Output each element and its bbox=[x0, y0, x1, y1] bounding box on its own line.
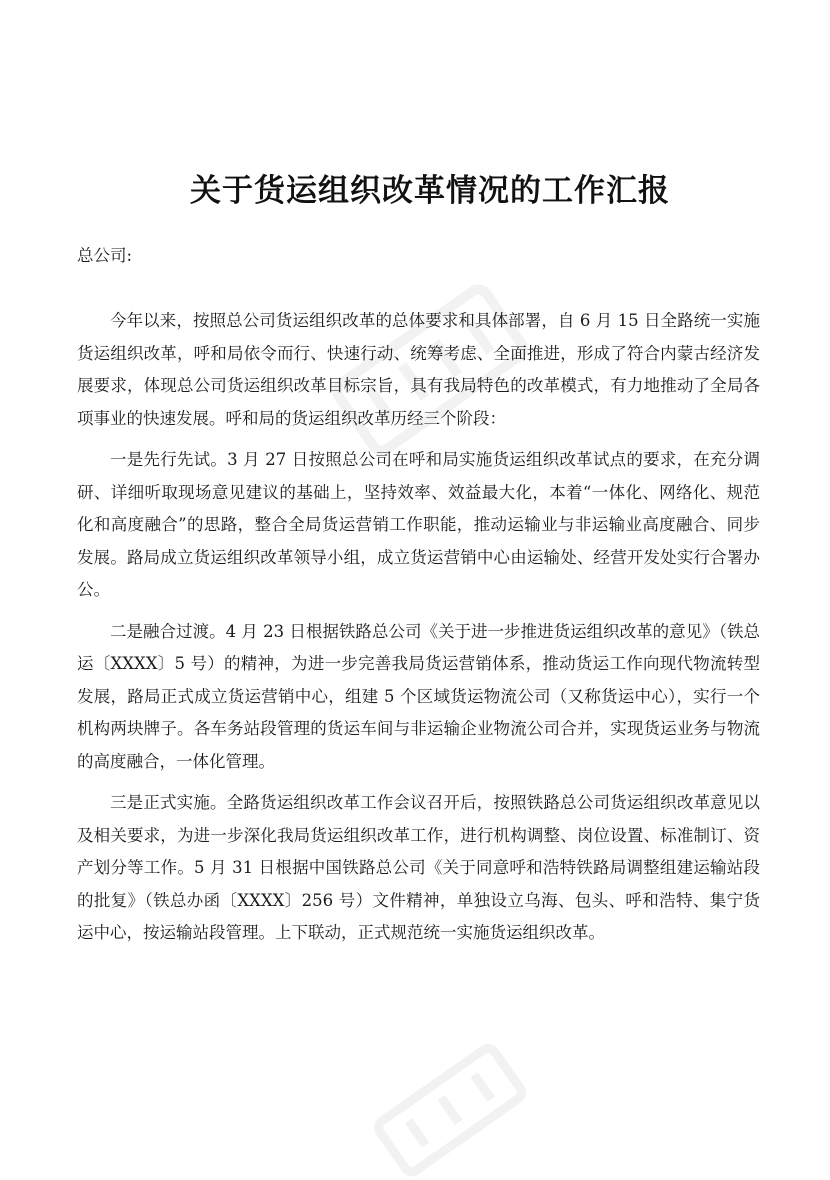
document-title: 关于货运组织改革情况的工作汇报 bbox=[190, 173, 670, 209]
document-body bbox=[77, 305, 760, 959]
paragraph-stage-1: 一是先行先试。3 月 27 日按照总公司在呼和局实施货运组织改革试点的要求，在充分调研、详细听取现场意见建议的基础上，坚持效率、效益最大化，本着“一体化、网络化、规范化和高度融合”的思路，整合全局货运营销工作职能，推动运输业与非运输业高度融合、同步发展。路局成立货运组织改革领导小组，成立货运营销中心由运输处、经营开发处实行合署办公。 bbox=[77, 450, 760, 599]
salutation: 总公司: bbox=[77, 246, 133, 265]
paragraph-intro: 今年以来，按照总公司货运组织改革的总体要求和具体部署，自 6 月 15 日全路统一实施货运组织改革，呼和局依令而行、快速行动、统筹考虑、全面推进，形成了符合内蒙古经济发展要求，体现总公司货运组织改革目标宗旨，具有我局特色的改革模式，有力地推动了全局各项事业的快速发展。呼和局的货运组织改革历经三个阶段： bbox=[77, 311, 760, 428]
watermark-icon bbox=[350, 1040, 550, 1180]
paragraph-stage-2: 二是融合过渡。4 月 23 日根据铁路总公司《关于进一步推进货运组织改革的意见》（铁总运〔XXXX〕5 号）的精神，为进一步完善我局货运营销体系，推动货运工作向现代物流转型发展，路局正式成立货运营销中心，组建 5 个区域货运物流公司（又称货运中心），实行一个机构两块牌子。各车务站段管理的货运车间与非运输企业物流公司合并，实现货运业务与物流的高度融合，一体化管理。 bbox=[77, 621, 760, 771]
paragraph-stage-3: 三是正式实施。全路货运组织改革工作会议召开后，按照铁路总公司货运组织改革意见以及相关要求，为进一步深化我局货运组织改革工作，进行机构调整、岗位设置、标准制订、资产划分等工作。5 月 31 日根据中国铁路总公司《关于同意呼和浩特铁路局调整组建运输站段的批复》（铁总办函〔XXXX〕256 号）文件精神，单独设立乌海、包头、呼和浩特、集宁货运中心，按运输站段管理。上下联动，正式规范统一实施货运组织改革。 bbox=[77, 793, 760, 942]
